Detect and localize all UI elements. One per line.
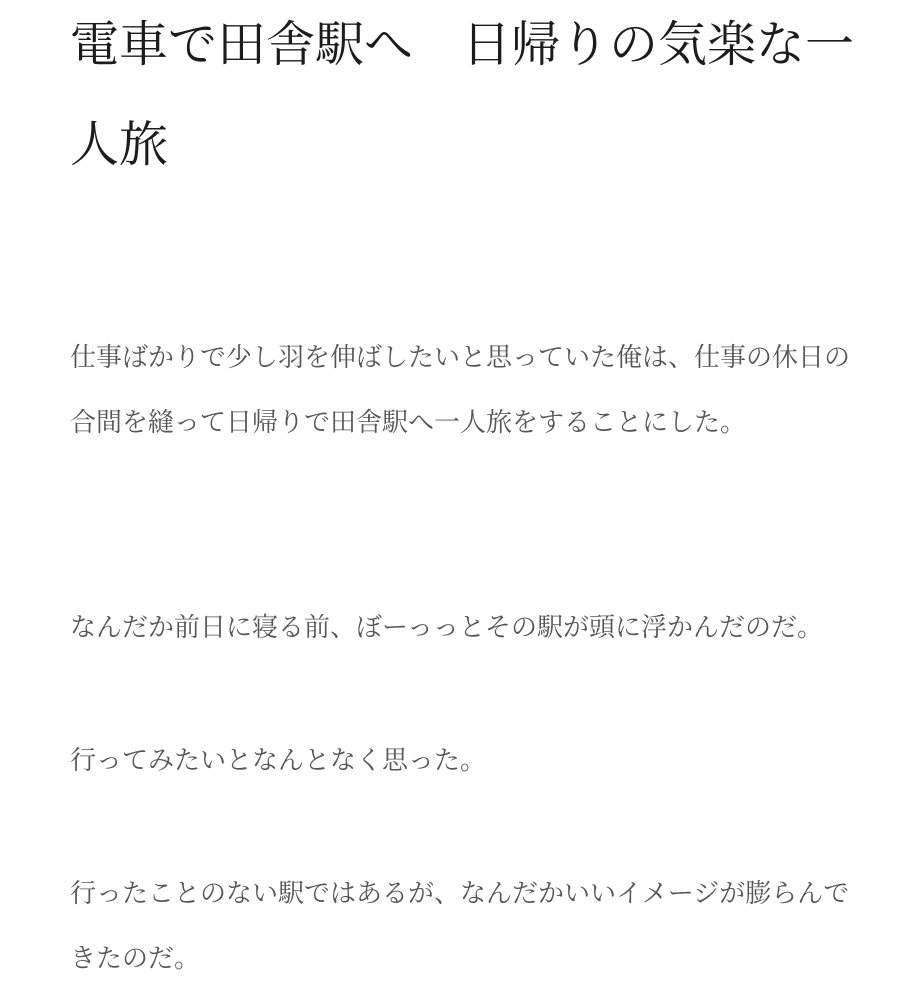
article-body	[70, 325, 858, 989]
article-paragraph: 行ってみたいとなんとなく思った。	[70, 745, 487, 775]
article-paragraph: なんだか前日に寝る前、ぼーっっとその駅が頭に浮かんだのだ。	[70, 612, 823, 642]
article-paragraph: 行ったことのない駅ではあるが、なんだかいいイメージが膨らんできたのだ。	[70, 878, 850, 973]
article-paragraph: 仕事ばかりで少し羽を伸ばしたいと思っていた俺は、仕事の休日の合間を縫って日帰りで田舎駅へ一人旅をすることにした。	[70, 342, 851, 437]
article-title: 電車で田舎駅へ 日帰りの気楽な一人旅	[70, 18, 855, 172]
